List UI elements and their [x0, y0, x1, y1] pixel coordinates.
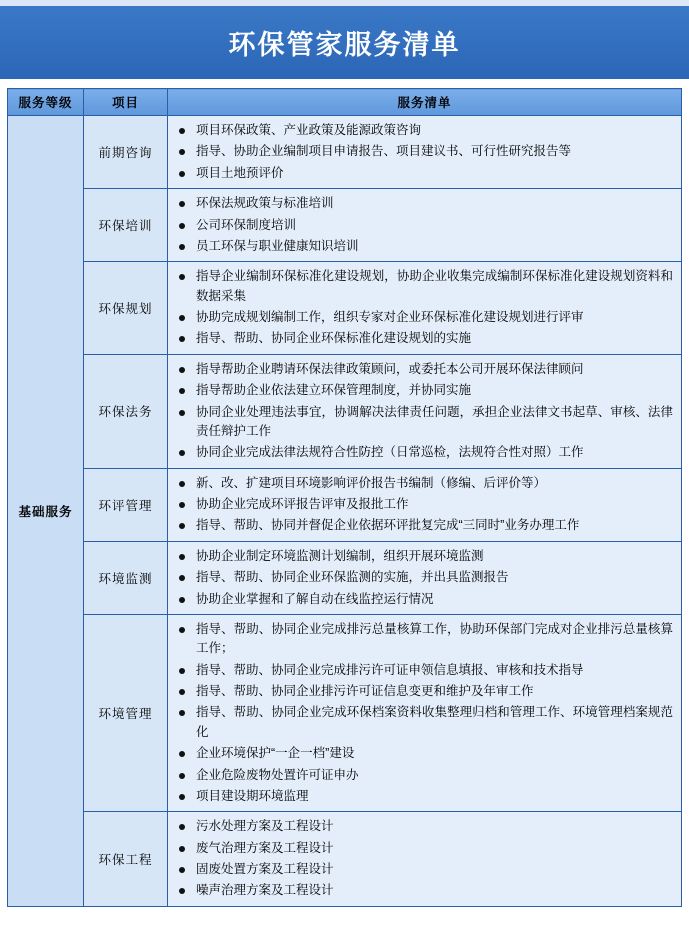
bullet-icon [179, 201, 185, 207]
list-item-text: 指导帮助企业聘请环保法律政策顾问，或委托本公司开展环保法律顾问 [196, 361, 584, 376]
list-item-text: 项目建设期环境监理 [196, 788, 309, 803]
item-cell: 环境管理 [84, 614, 168, 811]
bullet-list [174, 360, 673, 463]
list-item [174, 121, 673, 140]
bullet-icon [179, 367, 185, 373]
list-item-text: 协同企业处理违法事宜，协调解决法律责任问题，承担企业法律文书起草、审核、法律责任辩护工作 [196, 404, 673, 438]
service-list-cell [168, 262, 682, 355]
bullet-icon [179, 751, 185, 757]
service-list-table [7, 88, 682, 907]
table-body [8, 116, 682, 907]
list-item [174, 142, 673, 161]
bullet-icon [179, 502, 185, 508]
list-item [174, 216, 673, 235]
list-item-text: 指导、帮助、协同企业完成环保档案资料收集整理归档和管理工作、环境管理档案规范化 [196, 705, 673, 739]
title-divider [0, 79, 689, 88]
list-item [174, 682, 673, 701]
service-list-cell [168, 468, 682, 541]
bullet-icon [179, 450, 185, 456]
list-item [174, 661, 673, 680]
list-item [174, 860, 673, 879]
column-header-item: 项目 [84, 89, 168, 116]
bullet-icon [179, 244, 185, 250]
list-item-text: 新、改、扩建项目环境影响评价报告书编制（修编、后评价等） [196, 475, 547, 490]
list-item-text: 公司环保制度培训 [196, 217, 297, 232]
list-item-text: 协助完成规划编制工作，组织专家对企业环保标准化建设规划进行评审 [196, 310, 584, 324]
service-list-cell [168, 354, 682, 468]
list-item [174, 590, 673, 609]
list-item-text: 项目环保政策、产业政策及能源政策咨询 [196, 123, 422, 137]
list-item-text: 协助企业完成环评报告评审及报批工作 [196, 497, 409, 511]
list-item [174, 620, 673, 659]
bullet-list [174, 547, 673, 609]
bullet-list [174, 121, 673, 183]
bullet-icon [179, 824, 185, 830]
list-item [174, 194, 673, 213]
bullet-icon [179, 888, 185, 894]
table-row [8, 189, 682, 262]
list-item [174, 381, 673, 400]
list-item-text: 环保法规政策与标准培训 [196, 196, 334, 211]
table-header [8, 89, 682, 116]
bullet-icon [179, 846, 185, 852]
list-item-text: 协助企业掌握和了解自动在线监控运行情况 [196, 591, 434, 606]
list-item-text: 指导、帮助、协同并督促企业依据环评批复完成“三同时”业务办理工作 [196, 518, 580, 533]
table-row [8, 116, 682, 189]
bullet-icon [179, 710, 185, 716]
bullet-icon [179, 315, 185, 321]
bullet-icon [179, 481, 185, 487]
list-item-text: 协同企业完成法律法规符合性防控（日常巡检，法规符合性对照）工作 [196, 445, 584, 460]
list-item [174, 443, 673, 462]
item-cell: 环保规划 [84, 262, 168, 355]
list-item-text: 污水处理方案及工程设计 [196, 819, 334, 834]
item-cell: 环境监测 [84, 541, 168, 614]
bullet-list [174, 267, 673, 349]
list-item-text: 固废处置方案及工程设计 [196, 862, 334, 876]
bullet-list [174, 194, 673, 256]
bullet-icon [179, 627, 185, 633]
list-item-text: 指导、帮助、协同企业环保标准化建设规划的实施 [196, 331, 472, 346]
list-item-text: 噪声治理方案及工程设计 [196, 883, 334, 898]
list-item [174, 164, 673, 183]
bullet-icon [179, 410, 185, 416]
list-item-text: 项目土地预评价 [196, 165, 284, 180]
service-list-cell [168, 116, 682, 189]
table-row [8, 262, 682, 355]
bullet-icon [179, 336, 185, 342]
list-item-text: 指导企业编制环保标准化建设规划，协助企业收集完成编制环保标准化建设规划资料和数据采集 [196, 269, 673, 303]
bullet-icon [179, 597, 185, 603]
list-item [174, 839, 673, 858]
bullet-icon [179, 388, 185, 394]
list-item-text: 指导帮助企业依法建立环保管理制度，并协同实施 [196, 383, 472, 398]
bullet-icon [179, 274, 185, 280]
bullet-list [174, 620, 673, 806]
bullet-icon [179, 171, 185, 177]
list-item-text: 企业环境保护“一企一档”建设 [196, 746, 355, 761]
list-item [174, 403, 673, 442]
list-item [174, 787, 673, 806]
list-item [174, 329, 673, 348]
list-item-text: 指导、帮助、协同企业环保监测的实施，并出具监测报告 [196, 570, 509, 585]
service-list-cell [168, 189, 682, 262]
list-item-text: 协助企业制定环境监测计划编制，组织开展环境监测 [196, 548, 484, 563]
list-item-text: 指导、帮助、协同企业完成排污总量核算工作，协助环保部门完成对企业排污总量核算工作； [196, 621, 673, 656]
table-row [8, 354, 682, 468]
list-item [174, 817, 673, 836]
bullet-icon [179, 523, 185, 529]
bullet-icon [179, 867, 185, 873]
list-item [174, 881, 673, 900]
bullet-icon [179, 554, 185, 560]
list-item [174, 495, 673, 514]
table-row [8, 812, 682, 907]
table-row [8, 541, 682, 614]
list-item-text: 企业危险废物处置许可证申办 [196, 767, 359, 782]
list-item [174, 308, 673, 327]
bullet-icon [179, 773, 185, 779]
list-item-text: 废气治理方案及工程设计 [196, 840, 334, 855]
bullet-icon [179, 223, 185, 229]
item-cell: 环保培训 [84, 189, 168, 262]
bullet-icon [179, 128, 185, 134]
column-header-level: 服务等级 [8, 89, 84, 116]
list-item [174, 703, 673, 742]
table-header-row [8, 89, 682, 116]
bullet-icon [179, 794, 185, 800]
item-cell: 环保工程 [84, 812, 168, 907]
list-item [174, 547, 673, 566]
list-item-text: 指导、帮助、协同企业排污许可证信息变更和维护及年审工作 [196, 684, 534, 698]
list-item [174, 568, 673, 587]
item-cell: 前期咨询 [84, 116, 168, 189]
list-item [174, 766, 673, 785]
service-level-cell: 基础服务 [8, 116, 84, 907]
list-item [174, 744, 673, 763]
service-list-cell [168, 812, 682, 907]
list-item [174, 237, 673, 256]
item-cell: 环评管理 [84, 468, 168, 541]
list-item-text: 指导、帮助、协同企业完成排污许可证申领信息填报、审核和技术指导 [196, 662, 584, 677]
bullet-icon [179, 689, 185, 695]
table-row [8, 468, 682, 541]
bullet-icon [179, 575, 185, 581]
list-item [174, 474, 673, 493]
bullet-icon [179, 668, 185, 674]
bullet-icon [179, 149, 185, 155]
list-item-text: 员工环保与职业健康知识培训 [196, 238, 359, 253]
list-item [174, 267, 673, 306]
list-item-text: 指导、协助企业编制项目申请报告、项目建议书、可行性研究报告等 [196, 144, 572, 159]
service-list-cell [168, 614, 682, 811]
bullet-list [174, 474, 673, 536]
table-row [8, 614, 682, 811]
column-header-list: 服务清单 [168, 89, 682, 116]
item-cell: 环保法务 [84, 354, 168, 468]
list-item [174, 516, 673, 535]
page-title: 环保管家服务清单 [0, 6, 689, 79]
bullet-list [174, 817, 673, 901]
list-item [174, 360, 673, 379]
service-list-cell [168, 541, 682, 614]
